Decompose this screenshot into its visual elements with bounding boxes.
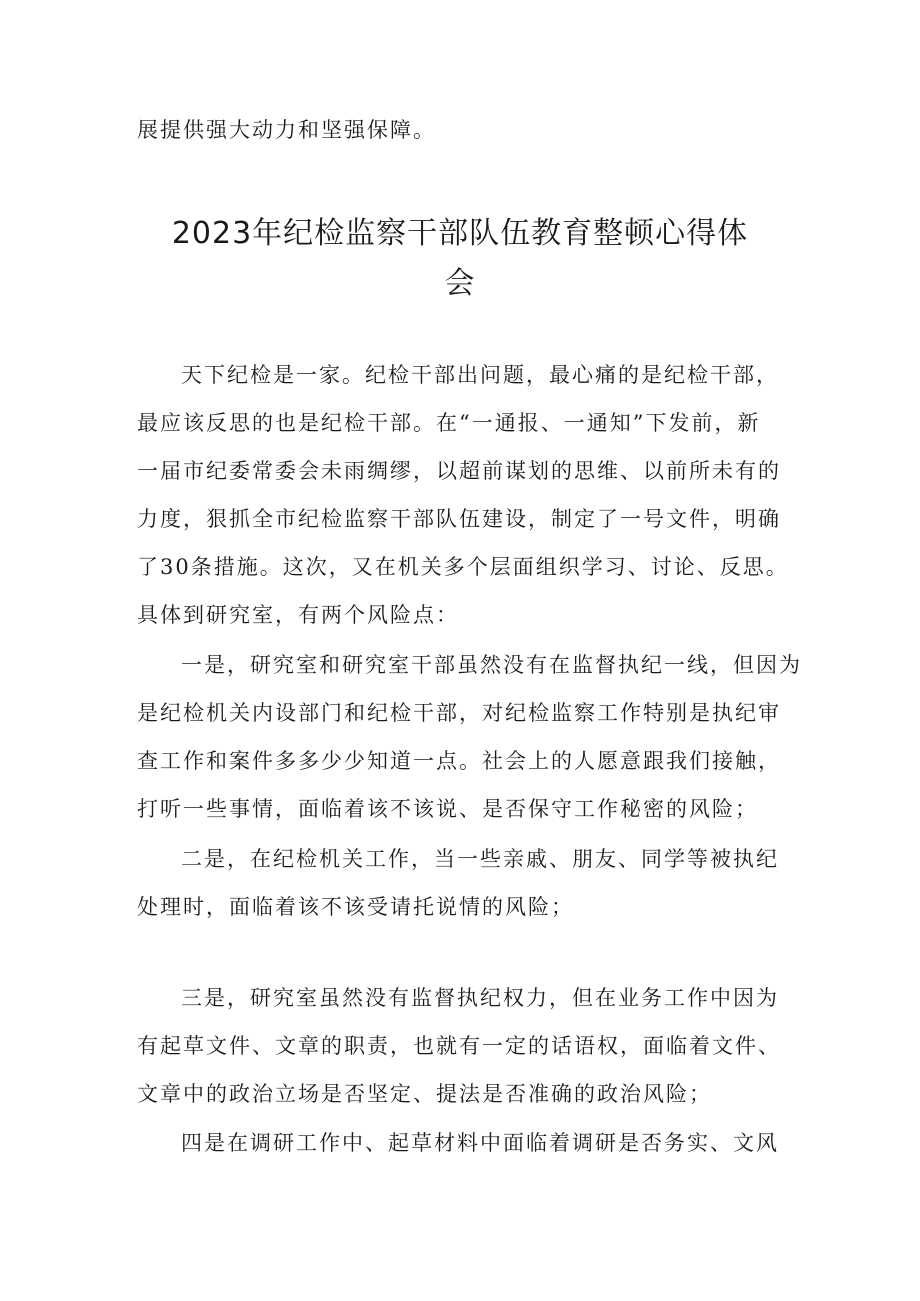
- paragraph-line: 是纪检机关内设部门和纪检干部，对纪检监察工作特别是执纪审: [137, 701, 781, 725]
- paragraph-line: 了30条措施。这次，又在机关多个层面组织学习、讨论、反思。: [137, 555, 789, 579]
- document-title-line-1: 2023年纪检监察干部队伍教育整顿心得体: [171, 216, 749, 251]
- paragraph-line: 一是，研究室和研究室干部虽然没有在监督执纪一线，但因为: [181, 653, 802, 677]
- paragraph-line: 文章中的政治立场是否坚定、提法是否准确的政治风险；: [137, 1082, 712, 1106]
- paragraph-line: 三是，研究室虽然没有监督执纪权力，但在业务工作中因为: [181, 986, 779, 1010]
- paragraph-line: 具体到研究室，有两个风险点：: [137, 603, 459, 627]
- carryover-text-line: 展提供强大动力和坚强保障。: [137, 118, 436, 142]
- document-title-line-2: 会: [444, 266, 476, 301]
- paragraph-line: 打听一些事情，面临着该不该说、是否保守工作秘密的风险；: [137, 797, 758, 821]
- paragraph-line: 力度，狠抓全市纪检监察干部队伍建设，制定了一号文件，明确: [137, 507, 781, 531]
- paragraph-line: 最应该反思的也是纪检干部。在“一通报、一通知”下发前，新: [137, 411, 761, 435]
- paragraph-line: 四是在调研工作中、起草材料中面临着调研是否务实、文风: [181, 1131, 779, 1155]
- paragraph-line: 查工作和案件多多少少知道一点。社会上的人愿意跟我们接触，: [137, 749, 781, 773]
- paragraph-line: 有起草文件、文章的职责，也就有一定的话语权，面临着文件、: [137, 1034, 781, 1058]
- paragraph-line: 一届市纪委常委会未雨绸缪，以超前谋划的思维、以前所未有的: [137, 459, 781, 483]
- paragraph-line: 二是，在纪检机关工作，当一些亲戚、朋友、同学等被执纪: [181, 847, 779, 871]
- paragraph-line: 天下纪检是一家。纪检干部出问题，最心痛的是纪检干部，: [181, 363, 779, 387]
- paragraph-line: 处理时，面临着该不该受请托说情的风险；: [137, 895, 574, 919]
